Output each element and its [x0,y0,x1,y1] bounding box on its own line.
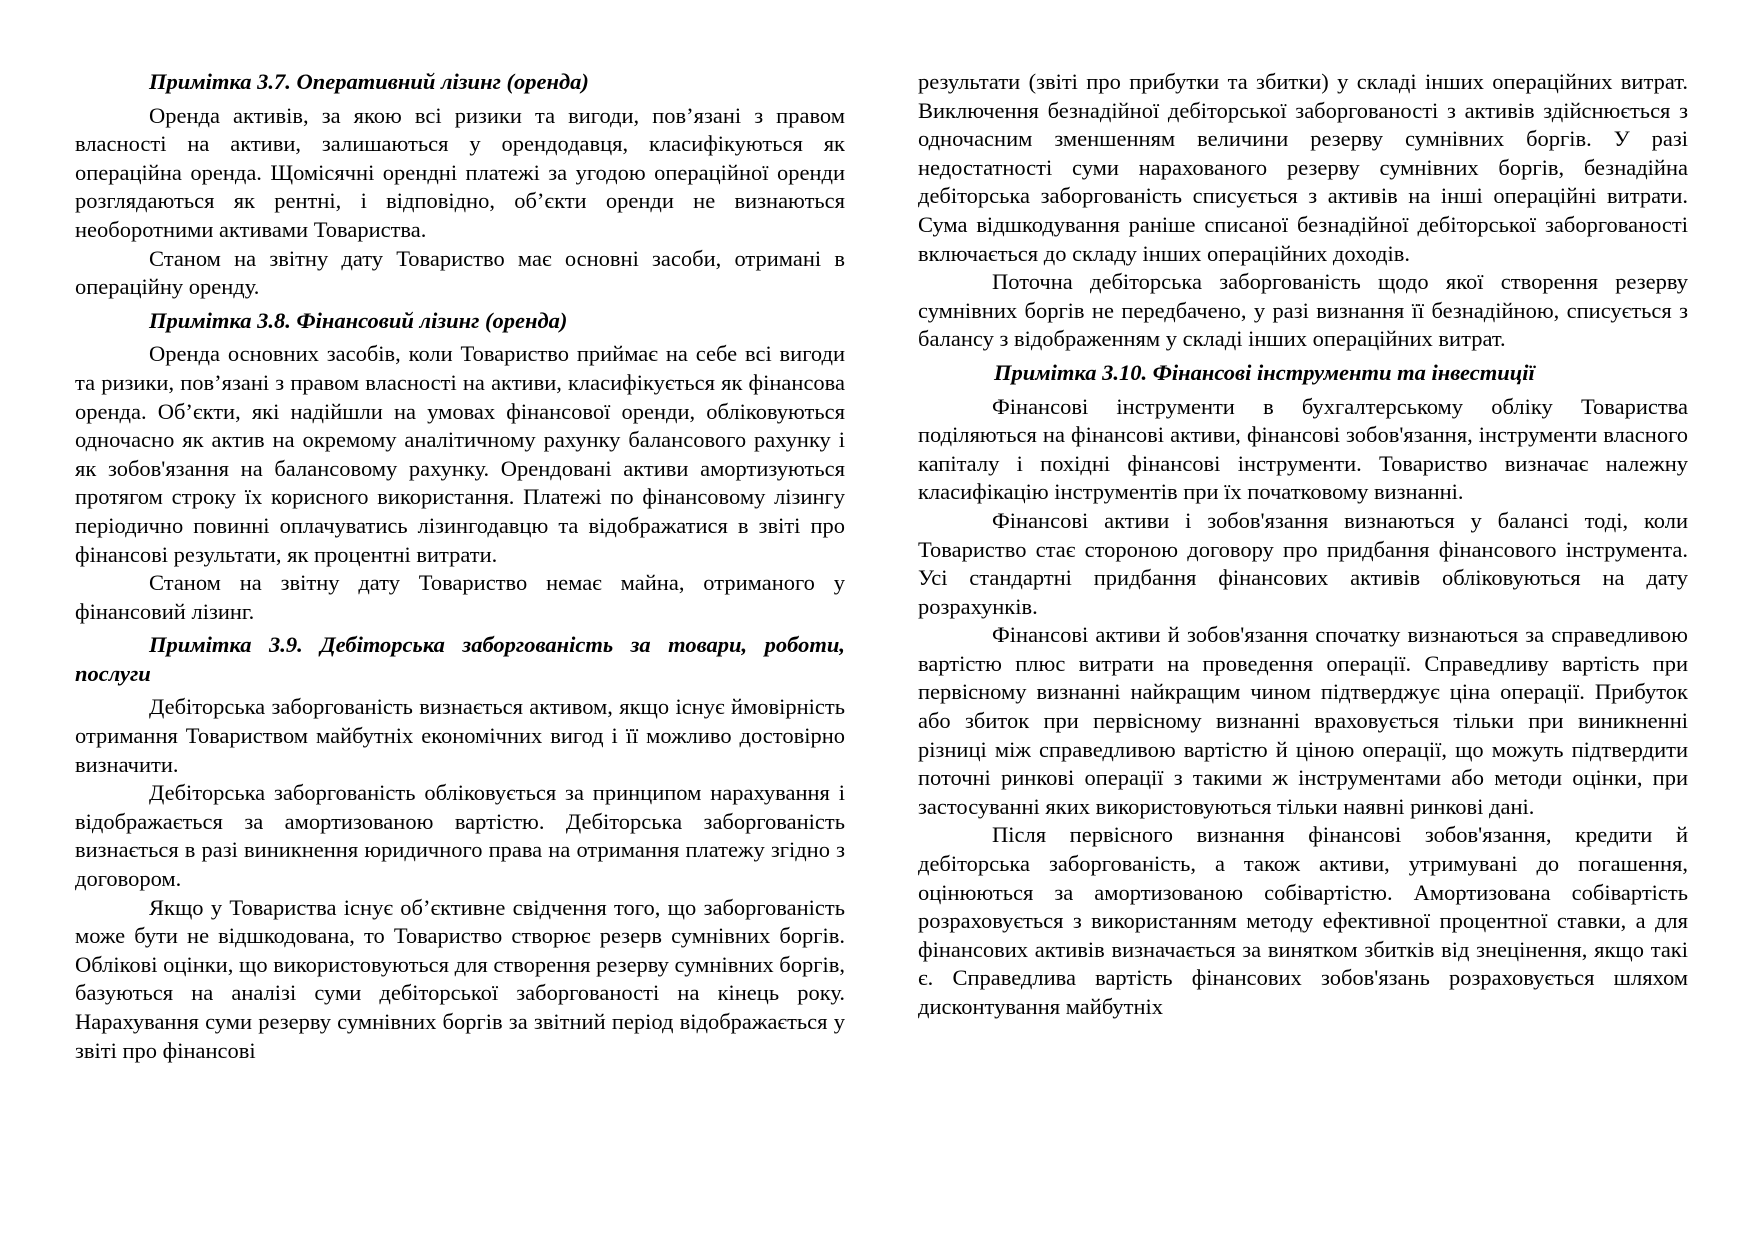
paragraph: Після первісного визнання фінансові зобов'язання, кредити й дебіторська заборгованість, а також активи, утримувані до погашення, оцінюються за амортизованою собівартістю. Амортизована собівартість розраховується з використанням методу ефективної процентної ставки, а для фінансових активів визначається за винятком збитків від знецінення, якщо такі є. Справедлива вартість фінансових зобов'язань розраховується шляхом дисконтування майбутніх [918,822,1688,1019]
paragraph: Дебіторська заборгованість обліковується за принципом нарахування і відображається за амортизованою вартістю. Дебіторська заборгованість визнається в разі виникнення юридичного права на отримання платежу згідно з договором. [75,780,845,892]
paragraph: Станом на звітну дату Товариство має основні засоби, отримані в операційну оренду. [75,245,845,300]
paragraph: Дебіторська заборгованість визнається активом, якщо існує ймовірність отримання Товариством майбутніх економічних вигод і її можливо достовірно визначити. [75,694,845,777]
paragraph: Поточна дебіторська заборгованість щодо якої створення резерву сумнівних боргів не передбачено, у разі визнання її безнадійною, списується з балансу з відображенням у складі інших операційних витрат. [918,269,1688,352]
right-column [918,68,1688,1022]
left-column [75,68,845,1065]
paragraph: Фінансові активи і зобов'язання визнаються у балансі тоді, коли Товариство стає стороною договору про придбання фінансового інструмента. Усі стандартні придбання фінансових активів обліковуються на дату розрахунків. [918,507,1688,619]
heading-note-3-8: Примітка 3.8. Фінансовий лізинг (оренда) [149,307,568,333]
paragraph: Фінансові інструменти в бухгалтерському обліку Товариства поділяються на фінансові активи, фінансові зобов'язання, інструменти власного капіталу і похідні фінансові інструменти. Товариство визначає належну класифікацію інструментів при їх початковому визнанні. [918,393,1688,505]
paragraph: Оренда активів, за якою всі ризики та вигоди, пов’язані з правом власності на активи, залишаються у орендодавця, класифікуються як операційна оренда. Щомісячні орендні платежі за угодою операційної оренди розглядаються як рентні, і відповідно, об’єкти оренди не визнаються необоротними активами Товариства. [75,102,845,242]
paragraph: Станом на звітну дату Товариство немає майна, отриманого у фінансовий лізинг. [75,570,845,624]
heading-note-3-7: Примітка 3.7. Оперативний лізинг (оренда) [149,69,589,94]
paragraph: Фінансові активи й зобов'язання спочатку визнаються за справедливою вартістю плюс витрати на проведення операції. Справедливу вартість при первісному визнанні найкращим чином підтверджує ціна операції. Прибуток або збиток при первісному визнанні враховується тільки при виникненні різниці між справедливою вартістю й ціною операції, що можуть підтвердити поточні ринкові операції з такими ж інструментами або методи оцінки, при застосуванні яких використовуються тільки наявні ринкові дані. [918,622,1688,819]
heading-note-3-10: Примітка 3.10. Фінансові інструменти та інвестиції [994,359,1535,385]
paragraph: Оренда основних засобів, коли Товариство приймає на себе всі вигоди та ризики, пов’язані з правом власності на активи, класифікується як фінансова оренда. Об’єкти, які надійшли на умовах фінансової оренди, обліковуються одночасно як актив на окремому аналітичному рахунку балансового рахунку і як зобов'язання на балансовому рахунку. Орендовані активи амортизуються протягом строку їх корисного використання. Платежі по фінансовому лізингу періодично повинні оплачуватись лізингодавцю та відображатися в звіті про фінансові результати, як процентні витрати. [75,341,845,567]
paragraph-continued: результати (звіті про прибутки та збитки) у складі інших операційних витрат. Виключення безнадійної дебіторської заборгованості з активів здійснюється з одночасним зменшенням величини резерву сумнівних боргів. У разі недостатності суми нарахованого резерву сумнівних боргів, безнадійна дебіторська заборгованість списується з активів на інші операційні витрати. Сума відшкодування раніше списаної безнадійної дебіторської заборгованості включається до складу інших операційних доходів. [918,69,1688,266]
paragraph: Якщо у Товариства існує об’єктивне свідчення того, що заборгованість може бути не відшкодована, то Товариство створює резерв сумнівних боргів. Облікові оцінки, що використовуються для створення резерву сумнівних боргів, базуються на аналізі суми дебіторської заборгованості на кінець року. Нарахування суми резерву сумнівних боргів за звітний період відображається у звіті про фінансові [75,894,845,1063]
heading-note-3-9: Примітка 3.9. Дебіторська заборгованість за товари, роботи, послуги [75,632,845,686]
